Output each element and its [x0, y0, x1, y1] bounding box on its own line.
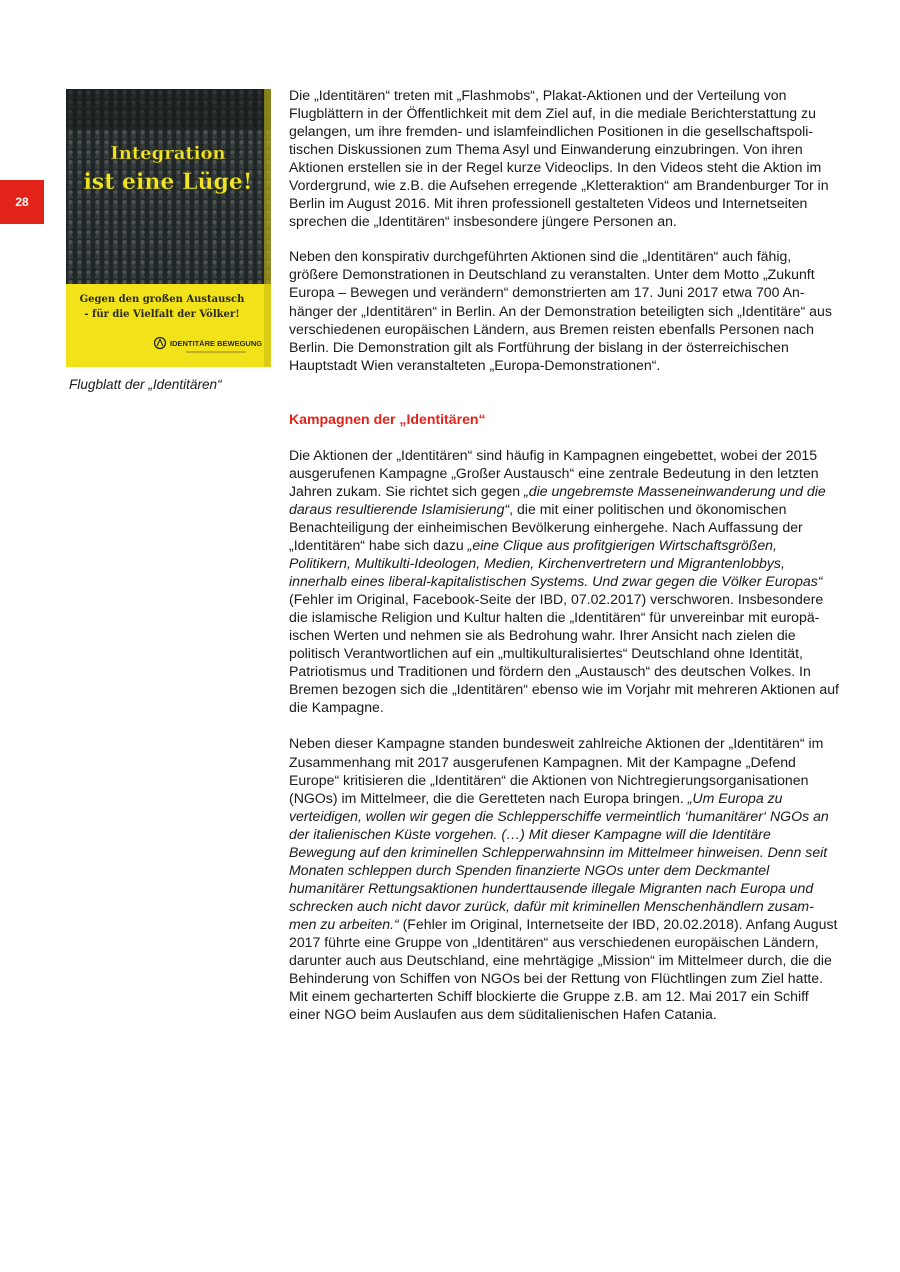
paragraph-3-text-e: (Fehler im Original, Facebook-Seite der IBD, 07.02.2017) verschworen. Insbesondere die islamische Religion und Kultur halten die „Identitären“ für unvereinbar mit europä-ischen Werten und nehmen sie als Bedrohung wahr. Ihrer Ansicht nach zielen die politisch Verantwortlichen auf ein „multikulturalisiertes“ Deutschland ohne Identität, Patriotismus und Traditionen und fördern den „Austausch“ des deutschen Volkes. In Bremen bezogen sich die „Identitären“ ebenso wie im Vorjahr mit mehreren Aktionen auf die Kampagne. [289, 591, 839, 716]
paragraph-3-quote-1: „die ungebremste Masseneinwanderung und die daraus resultierende Islamisierung“ [289, 482, 826, 517]
main-text-column [289, 86, 839, 1023]
paragraph-4-quote: „Um Europa zu verteidigen, wollen wir gegen die Schlepperschiffe vermeintlich ‘humanitärer‘ NGOs an der italienischen Küste vorgehen. (…) Mit dieser Kampagne will die Identitäre Bewegung auf den kriminellen Schlepperwahnsinn im Mittelmeer hinweisen. Denn seit Monaten schleppen durch Spenden finanzierte NGOs unter dem Deckmantel humanitärer Rettungsaktionen hunderttausende illegale Migranten nach Europa und schrecken auch nicht davor zurück, dafür mit kriminellen Menschenhändlern zusam-men zu arbeiten.“ [289, 789, 829, 932]
flyer-slogan-2: - für die Vielfalt der Völker! [84, 309, 240, 320]
flyer-logo-text: IDENTITÄRE BEWEGUNG [170, 339, 263, 348]
flyer-slogan-1: Gegen den großen Austausch [79, 294, 245, 305]
paragraph-4-text-a: Neben dieser Kampagne standen bundesweit zahlreiche Aktionen der „Identitären“ im Zusammenhang mit 2017 ausgerufenen Kampagnen. Mit der Kampagne „Defend Europe“ kritisieren die „Identitären“ die Aktionen von Nichtregierungsorganisationen (NGOs) im Mittelmeer, die die Geretteten nach Europa bringen. [289, 735, 824, 806]
page-number: 28 [15, 195, 29, 209]
section-heading: Kampagnen der „Identitären“ [289, 410, 486, 427]
figure-caption: Flugblatt der „Identitären“ [69, 377, 222, 392]
page-number-tab [0, 180, 44, 224]
flyer-headline-1: Integration [110, 143, 226, 164]
flyer-image [66, 89, 271, 367]
paragraph-3-text-a: Die Aktionen der „Identitären“ sind häufig in Kampagnen eingebettet, wobei der 2015 ausgerufenen Kampagne „Großer Austausch“ eine zentrale Bedeutung in den letzten Jahren zukam. Sie richtet sich gegen [289, 446, 819, 499]
paragraph-4 [289, 734, 839, 1023]
paragraph-2: Neben den konspirativ durchgeführten Aktionen sind die „Identitären“ auch fähig, größere Demonstrationen in Deutschland zu veranstalten. Unter dem Motto „Zukunft Europa – Bewegen und verändern“ demonstrierten am 17. Juni 2017 etwa 700 An-hänger der „Identitären“ in Berlin. An der Demonstration beteiligten sich „Identitäre“ aus verschiedenen europäischen Ländern, aus Bremen reisten ebenfalls Personen nach Berlin. Die Demonstration gilt als Fortführung der bislang in der österreichischen Hauptstadt Wien veranstalteten „Europa-Demonstrationen“. [289, 248, 832, 373]
paragraph-4-text-c: (Fehler im Original, Internetseite der IBD, 20.02.2018). Anfang August 2017 führte eine Gruppe von „Identitären“ aus verschiedenen europäischen Ländern, darunter auch aus Deutschland, eine mehrtägige „Mission“ im Mittelmeer durch, die die Behinderung von Schiffen von NGOs bei der Rettung von Flüchtlingen zum Ziel hatte. Mit einem gecharterten Schiff blockierte die Gruppe z.B. am 12. Mai 2017 ein Schiff einer NGO beim Auslaufen aus dem süditalienischen Hafen Catania. [289, 915, 838, 1023]
flyer-headline-2: ist eine Lüge! [83, 169, 253, 195]
paragraph-3-text-c: , die mit einer politischen und ökonomischen Benachteiligung der einheimischen Bevölkerung einhergehe. Nach Auffassung der „Identitären“ habe sich dazu [289, 500, 803, 553]
paragraph-3 [289, 446, 839, 717]
paragraph-1: Die „Identitären“ treten mit „Flashmobs“, Plakat-Aktionen und der Verteilung von Flugblättern in der Öffentlichkeit mit dem Ziel auf, in die mediale Berichterstattung zu gelangen, um ihre fremden- und islamfeindlichen Positionen in die gesellschaftspoli-tischen Diskussionen zum Thema Asyl und Einwanderung einzubringen. Von ihren Aktionen erstellen sie in der Regel kurze Videoclips. In den Videos steht die Aktion im Vordergrund, wie z.B. die Aufsehen erregende „Kletteraktion“ am Brandenburger Tor in Berlin im August 2016. Mit ihren professionell gestalteten Videos und Internetseiten sprechen die „Identitären“ insbesondere jüngere Personen an. [289, 87, 829, 230]
flyer-illustration [66, 89, 271, 367]
paragraph-3-quote-2: „eine Clique aus profitgierigen Wirtschaftsgrößen, Politikern, Multikulti-Ideologen, Medien, Kirchenvertretern und Migrantenlobbys, innerhalb eines liberal-kapitalistischen Systems. Und zwar gegen die Völker Europas“ [289, 536, 823, 590]
